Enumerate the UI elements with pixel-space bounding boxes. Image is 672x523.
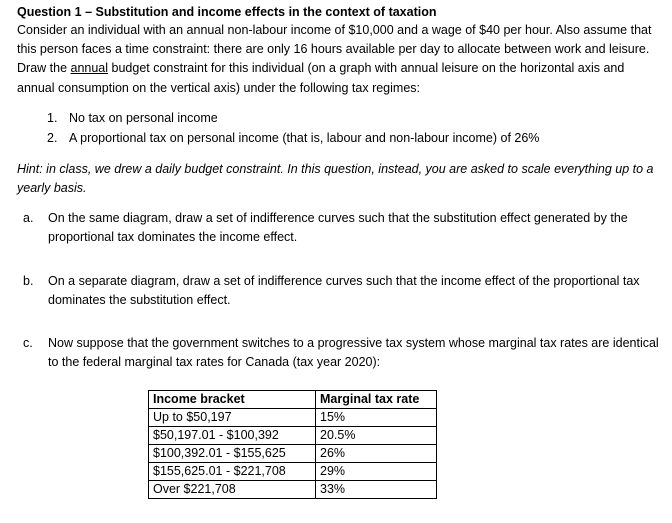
table-row	[149, 481, 437, 499]
question-title: Question 1 – Substitution and income effects in the context of taxation	[17, 5, 437, 19]
hint-text: Hint: in class, we drew a daily budget constraint. In this question, instead, you are asked to scale everything up to a yearly basis.	[17, 161, 654, 196]
tax-rate-cell: 15%	[316, 409, 437, 427]
table-row	[149, 463, 437, 481]
tax-regime-number: 2.	[47, 130, 58, 145]
subquestion-b	[17, 272, 662, 310]
tax-regime-number: 1.	[47, 110, 58, 125]
tax-rate-cell: 26%	[316, 445, 437, 463]
marginal-tax-rate-table	[148, 390, 437, 499]
tax-regime-item	[17, 128, 662, 148]
subquestion-text: On the same diagram, draw a set of indifference curves such that the substitution effect generated by the proportional tax dominates the income effect.	[48, 211, 628, 245]
tax-regime-list	[17, 108, 662, 148]
tax-rate-cell: 33%	[316, 481, 437, 499]
subquestion-letter: b.	[23, 273, 34, 288]
column-header-income-bracket: Income bracket	[149, 391, 316, 409]
income-bracket-cell: Over $221,708	[149, 481, 316, 499]
intro-underlined-word: annual	[70, 61, 109, 76]
tax-rate-cell: 29%	[316, 463, 437, 481]
intro-text-1: Consider an individual with an annual non-labour income of $10,000 and a wage of $40 per hour. Also assume that this person faces a time constraint: there are only 16 hours available per day to allocate between work and leisure. Draw the	[17, 23, 652, 76]
income-bracket-cell: $100,392.01 - $155,625	[149, 445, 316, 463]
question-intro	[17, 21, 662, 98]
document-page	[17, 3, 662, 372]
table-row	[149, 409, 437, 427]
subquestion-text: Now suppose that the government switches to a progressive tax system whose marginal tax rates are identical to the federal marginal tax rates for Canada (tax year 2020):	[48, 336, 659, 370]
subquestion-text: On a separate diagram, draw a set of indifference curves such that the income effect of the proportional tax dominates the substitution effect.	[48, 273, 640, 307]
table-row	[149, 427, 437, 445]
subquestion-letter: c.	[23, 336, 33, 351]
subquestion-letter: a.	[23, 211, 34, 226]
column-header-marginal-tax-rate: Marginal tax rate	[316, 391, 437, 409]
table-header-row	[149, 391, 437, 409]
tax-rate-cell: 20.5%	[316, 427, 437, 445]
income-bracket-cell: Up to $50,197	[149, 409, 316, 427]
income-bracket-cell: $50,197.01 - $100,392	[149, 427, 316, 445]
tax-regime-item	[17, 108, 662, 128]
subquestion-c	[17, 334, 662, 372]
tax-regime-text: No tax on personal income	[69, 110, 218, 125]
income-bracket-cell: $155,625.01 - $221,708	[149, 463, 316, 481]
table-row	[149, 445, 437, 463]
subquestion-a	[17, 209, 662, 247]
tax-regime-text: A proportional tax on personal income (that is, labour and non-labour income) of 26%	[69, 130, 540, 145]
intro-text-2: budget constraint for this individual (on a graph with annual leisure on the horizontal axis and annual consumption on the vertical axis) under the following tax regimes:	[17, 61, 625, 95]
